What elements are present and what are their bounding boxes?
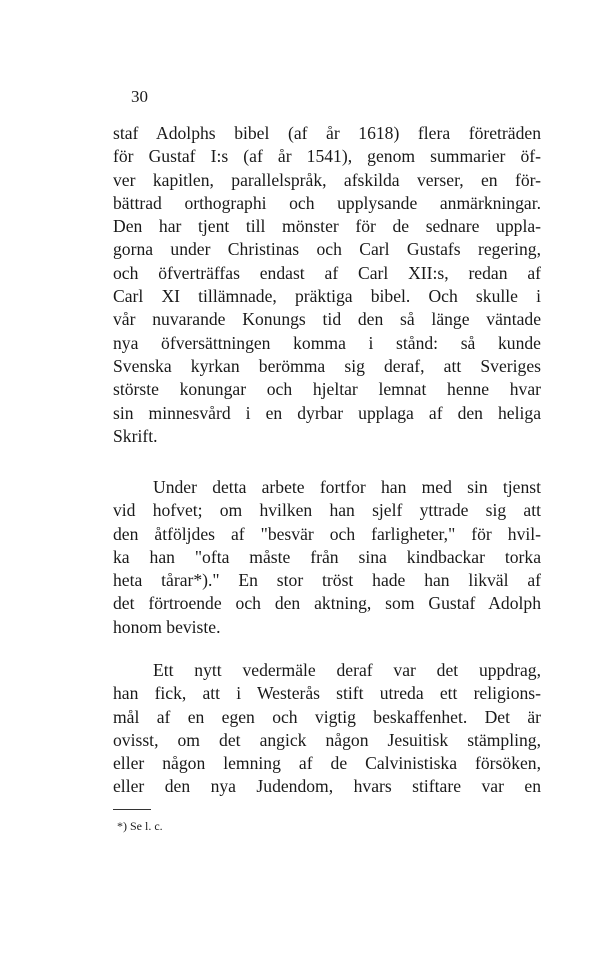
- text-line: Ett nytt vedermäle deraf var det uppdrag,: [153, 660, 541, 680]
- text-line: ver kapitlen, parallelspråk, afskilda verser, en för-: [113, 169, 541, 190]
- text-line: det förtroende och den aktning, som Gustaf Adolph: [113, 593, 541, 614]
- text-line: eller någon lemning af de Calvinistiska försöken,: [113, 753, 541, 774]
- footnote-divider: [113, 809, 151, 810]
- text-line: och öfverträffas endast af Carl XII:s, redan af: [113, 262, 541, 283]
- paragraph-3: [113, 659, 541, 799]
- text-line: Svenska kyrkan berömma sig deraf, att Sveriges: [113, 355, 541, 376]
- page-number: 30: [131, 87, 148, 106]
- footnote: *) Se l. c.: [117, 819, 163, 833]
- text-line: störste konungar och hjeltar lemnat henne hvar: [113, 379, 541, 400]
- text-line: Skrift.: [113, 425, 158, 446]
- text-line: staf Adolphs bibel (af år 1618) flera företräden: [113, 123, 541, 143]
- paragraph-1: [113, 122, 541, 448]
- text-line: bättrad orthographi och upplysande anmärkningar.: [113, 192, 541, 213]
- text-line: gorna under Christinas och Carl Gustafs regering,: [113, 239, 541, 260]
- text-line: mål af en egen och vigtig beskaffenhet. Det är: [113, 706, 541, 727]
- paragraph-2: [113, 476, 541, 639]
- text-line: ovisst, om det angick någon Jesuitisk stämpling,: [113, 729, 541, 750]
- text-line: Den har tjent till mönster för de sednare uppla-: [113, 216, 541, 237]
- text-line: den åtföljdes af "besvär och farligheter," för hvil-: [113, 523, 541, 544]
- text-line: eller den nya Judendom, hvars stiftare var en: [113, 776, 541, 797]
- text-line: Carl XI tillämnade, präktiga bibel. Och skulle i: [113, 286, 541, 307]
- text-line: Under detta arbete fortfor han med sin tjenst: [153, 477, 541, 497]
- text-line: ka han "ofta måste från sina kindbackar torka: [113, 546, 541, 567]
- text-line: han fick, att i Westerås stift utreda ett religions-: [113, 683, 541, 704]
- text-line: nya öfversättningen komma i stånd: så kunde: [113, 332, 541, 353]
- text-line: sin minnesvård i en dyrbar upplaga af den heliga: [113, 402, 541, 423]
- text-line: honom beviste.: [113, 616, 221, 637]
- text-line: vår nuvarande Konungs tid den så länge väntade: [113, 309, 541, 330]
- text-line: vid hofvet; om hvilken han sjelf yttrade sig att: [113, 500, 541, 521]
- text-line: heta tårar*)." En stor tröst hade han likväl af: [113, 570, 541, 591]
- text-line: för Gustaf I:s (af år 1541), genom summarier öf-: [113, 146, 541, 167]
